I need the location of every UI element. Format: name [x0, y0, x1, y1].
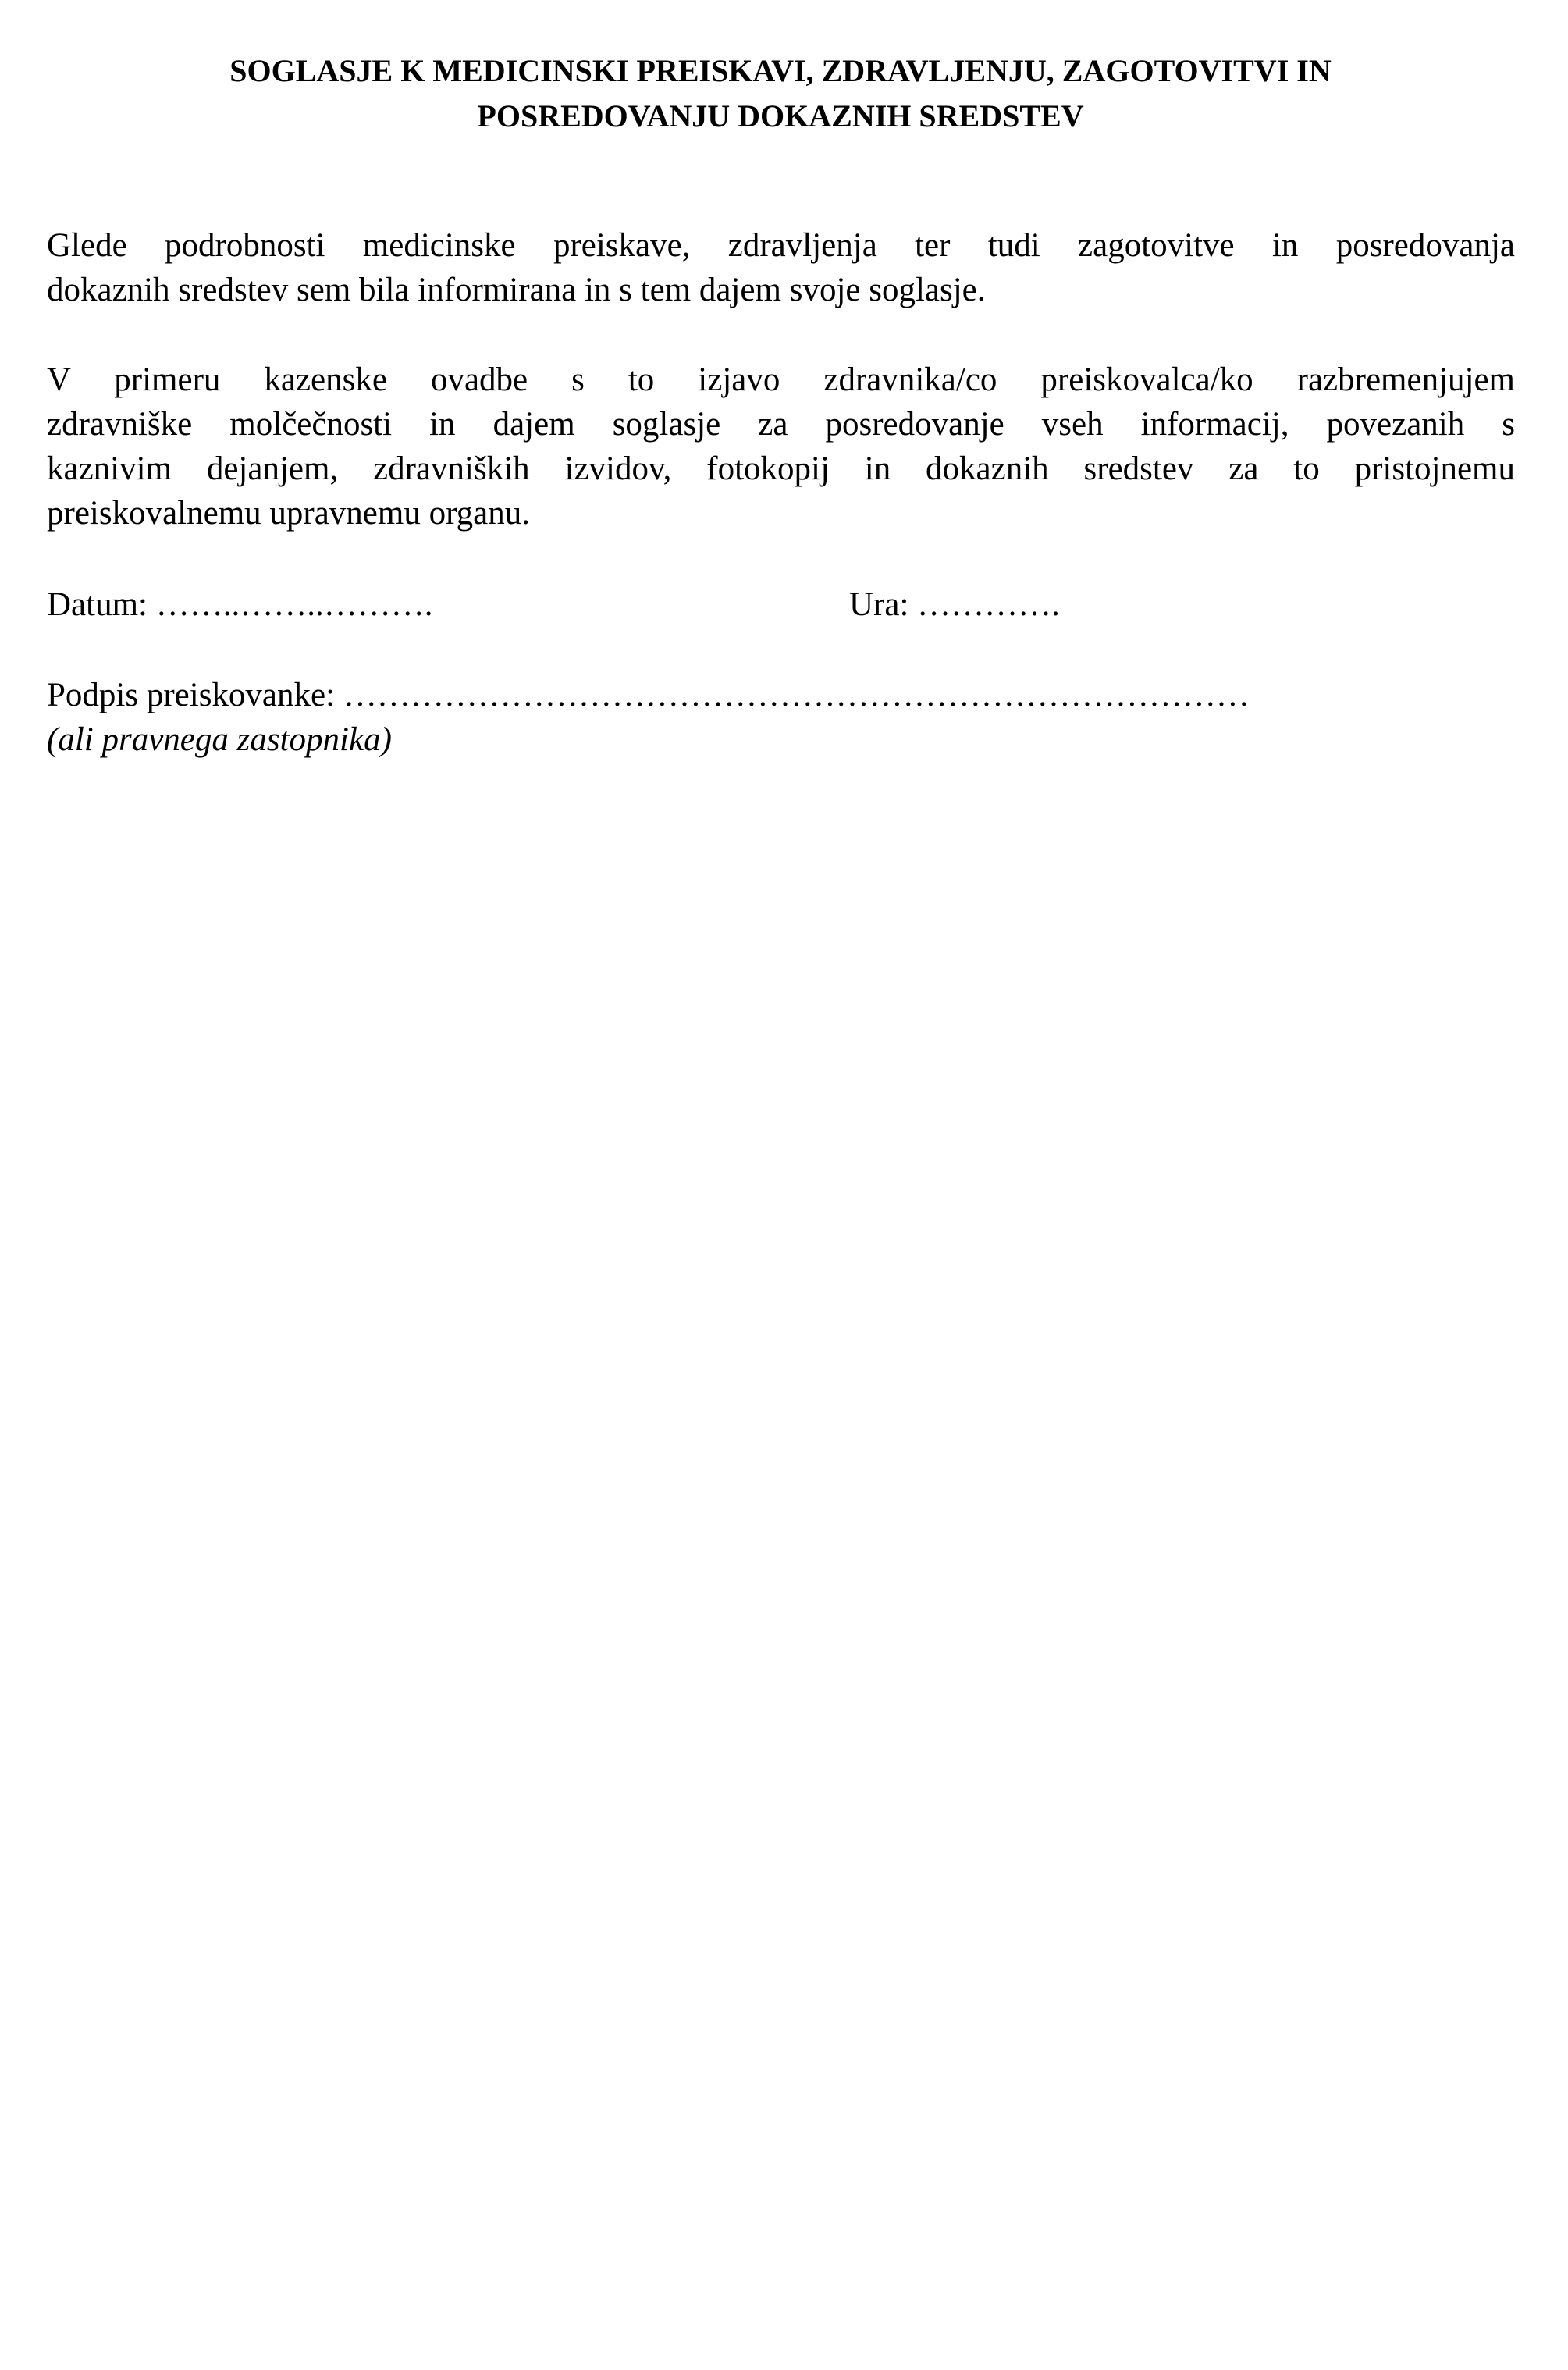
paragraph-line: Glede podrobnosti medicinske preiskave, zdravljenja ter tudi zagotovitve in posredovanja — [47, 227, 1515, 264]
date-label: Datum: — [47, 586, 148, 623]
information-paragraph — [47, 223, 1515, 312]
signature-blank: ……………………………………………………………………… — [343, 677, 1250, 713]
document-title — [47, 48, 1514, 139]
paragraph-line: dokaznih sredstev sem bila informirana in s tem dajem svoje soglasje. — [47, 272, 986, 308]
signature-note: (ali pravnega zastopnika) — [47, 721, 392, 758]
paragraph-line: V primeru kazenske ovadbe s to izjavo zdravnika/co preiskovalca/ko razbremenjujem — [47, 361, 1515, 398]
signature-field — [47, 673, 1250, 717]
title-line-2: POSREDOVANJU DOKAZNIH SREDSTEV — [477, 98, 1084, 133]
date-field — [47, 582, 432, 627]
time-label: Ura: — [849, 586, 909, 623]
consent-paragraph — [47, 358, 1515, 536]
signature-label: Podpis preiskovanke: — [47, 677, 336, 713]
time-field — [849, 582, 1060, 627]
paragraph-line: kaznivim dejanjem, zdravniških izvidov, fotokopij in dokaznih sredstev za to pristojnemu — [47, 450, 1515, 487]
time-blank: …………. — [917, 586, 1060, 623]
paragraph-line: zdravniške molčečnosti in dajem soglasje za posredovanje vseh informacij, povezanih s — [47, 406, 1515, 443]
paragraph-line: preiskovalnemu upravnemu organu. — [47, 495, 530, 532]
date-blank: ……..……..………. — [155, 586, 433, 623]
title-line-1: SOGLASJE K MEDICINSKI PREISKAVI, ZDRAVLJENJU, ZAGOTOVITVI IN — [229, 53, 1332, 88]
